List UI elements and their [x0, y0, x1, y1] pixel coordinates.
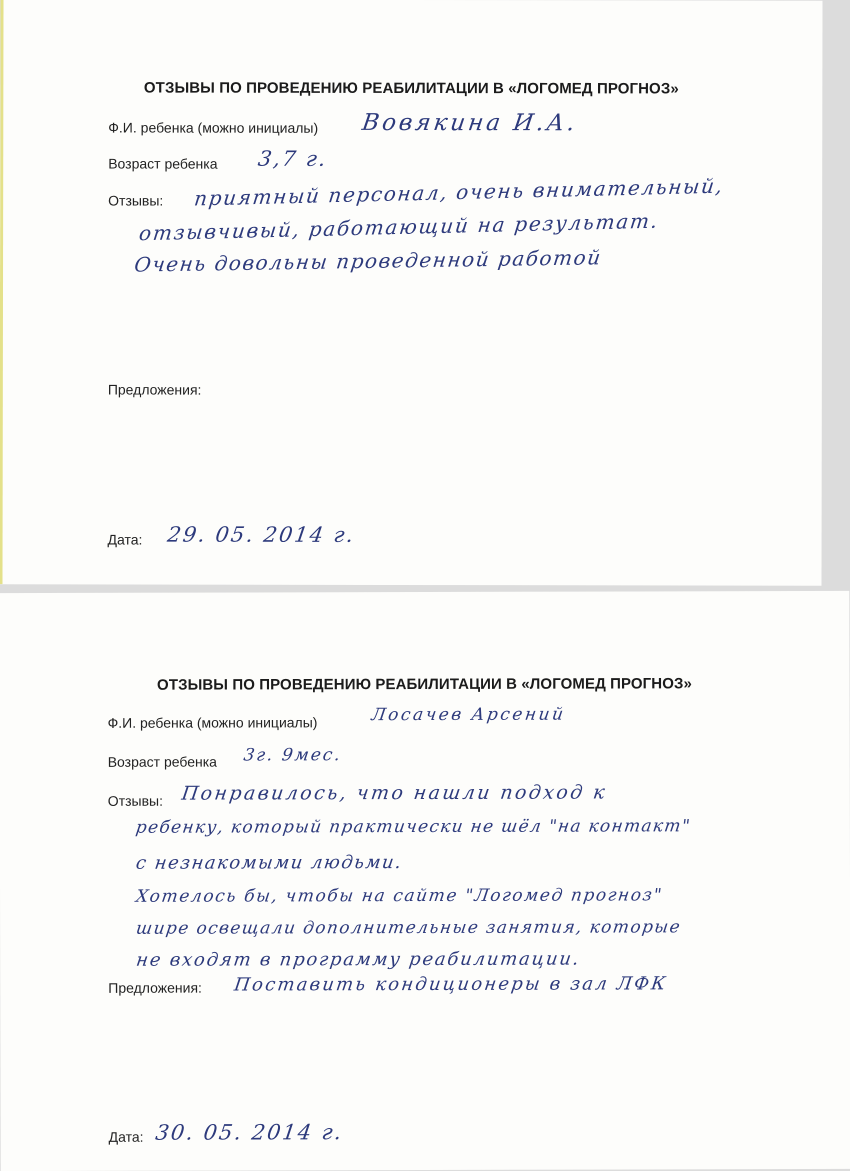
suggestions-label: Предложения: — [108, 979, 202, 996]
reviews-label: Отзывы: — [108, 192, 164, 209]
review-line: ребенку, который практически не шёл "на контакт" — [134, 816, 693, 838]
review-line: с незнакомыми людьми. — [134, 852, 404, 874]
date-label: Дата: — [108, 1128, 144, 1145]
review-form-1 — [0, 0, 823, 586]
date-value: 29. 05. 2014 г. — [165, 522, 357, 547]
review-line: отзывчивый, работающий на результат. — [137, 208, 661, 246]
suggestions-label: Предложения: — [107, 381, 202, 398]
date-label: Дата: — [107, 531, 143, 548]
age-label: Возраст ребенка — [108, 155, 218, 172]
form-title: ОТЗЫВЫ ПО ПРОВЕДЕНИЮ РЕАБИЛИТАЦИИ В «ЛОГОМЕД ПРОГНОЗ» — [143, 79, 679, 98]
review-line: не входят в программу реабилитации. — [134, 948, 582, 971]
review-line: Очень довольны проведенной работой — [133, 245, 604, 277]
name-value: Лосачев Арсений — [370, 704, 567, 726]
suggestions-value: Поставить кондиционеры в зал ЛФК — [232, 973, 669, 996]
review-line: приятный персонал, очень внимательный, — [192, 173, 726, 211]
date-value: 30. 05. 2014 г. — [154, 1120, 345, 1145]
name-label: Ф.И. ребенка (можно инициалы) — [107, 714, 318, 731]
age-label: Возраст ребенка — [107, 753, 217, 770]
review-line: Понравилось, что нашли подход к — [180, 781, 609, 805]
name-value: Вовякина И.А. — [360, 109, 580, 137]
review-line: шире освещали дополнительные занятия, которые — [134, 917, 683, 939]
age-value: 3г. 9мес. — [242, 745, 344, 766]
age-value: 3,7 г. — [256, 146, 330, 171]
name-label: Ф.И. ребенка (можно инициалы) — [108, 119, 319, 136]
reviews-label: Отзывы: — [107, 792, 163, 809]
form-title: ОТЗЫВЫ ПО ПРОВЕДЕНИЮ РЕАБИЛИТАЦИИ В «ЛОГОМЕД ПРОГНОЗ» — [157, 675, 692, 694]
review-line: Хотелось бы, чтобы на сайте "Логомед прогноз" — [134, 885, 665, 907]
review-form-2 — [0, 591, 850, 1171]
